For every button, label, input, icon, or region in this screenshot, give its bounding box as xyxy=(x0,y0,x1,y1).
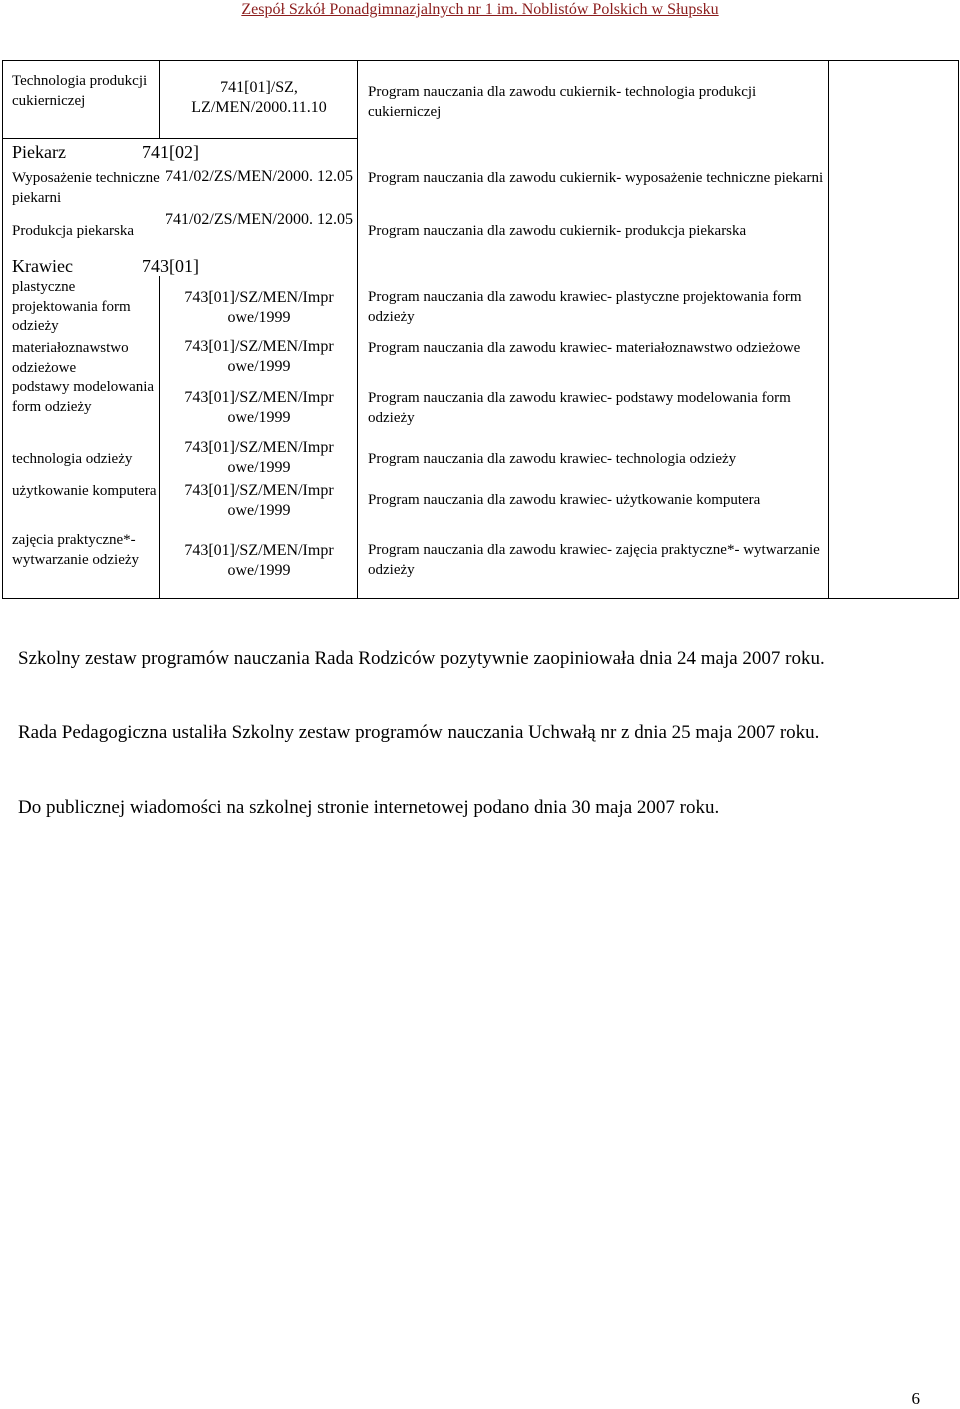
code-cell: 743[01]/SZ/MEN/Impr owe/1999 xyxy=(184,389,334,426)
program-cell: Program nauczania dla zawodu krawiec- plastyczne projektowania form odzieży xyxy=(368,289,802,325)
page-header: Zespół Szkół Ponadgimnazjalnych nr 1 im. Noblistów Polskich w Słupsku xyxy=(241,1,719,18)
subject-cell: zajęcia praktyczne*- wytwarzanie odzieży xyxy=(12,532,140,568)
code-cell: 741/02/ZS/MEN/2000. 12.05 xyxy=(164,211,353,228)
code-cell: 741/02/ZS/MEN/2000. 12.05 xyxy=(164,168,353,185)
subject-cell: Wyposażenie techniczne piekarni xyxy=(12,170,160,206)
row-divider xyxy=(2,138,357,139)
table-bottom-border xyxy=(2,598,958,599)
subject-cell: użytkowanie komputera xyxy=(12,483,157,499)
code-cell: 743[01]/SZ/MEN/Impr owe/1999 xyxy=(184,338,334,375)
col-divider-2 xyxy=(357,60,358,599)
table-left-border xyxy=(2,60,3,599)
col-divider-3 xyxy=(828,60,829,599)
paragraph-teachers-council: Rada Pedagogiczna ustaliła Szkolny zestaw programów nauczania Uchwałą nr z dnia 25 maja 2007 roku. xyxy=(18,722,820,743)
page-number: 6 xyxy=(911,1389,920,1408)
subject-cell: Produkcja piekarska xyxy=(12,223,135,239)
paragraph-parents-council: Szkolny zestaw programów nauczania Rada Rodziców pozytywnie zaopiniowała dnia 24 maja 2007 roku. xyxy=(18,648,825,669)
table-right-border xyxy=(958,60,959,599)
program-cell: Program nauczania dla zawodu krawiec- zajęcia praktyczne*- wytwarzanie odzieży xyxy=(368,542,820,578)
program-cell: Program nauczania dla zawodu cukiernik- technologia produkcji cukierniczej xyxy=(368,84,757,120)
subject-cell: plastyczne projektowania form odzieży xyxy=(12,279,131,334)
code-cell: 743[01]/SZ/MEN/Impr owe/1999 xyxy=(184,439,334,476)
program-cell: Program nauczania dla zawodu cukiernik- produkcja piekarska xyxy=(368,223,747,239)
subject-cell: Technologia produkcji cukierniczej xyxy=(12,73,148,109)
paragraph-publication: Do publicznej wiadomości na szkolnej stronie internetowej podano dnia 30 maja 2007 roku. xyxy=(18,797,720,818)
table-top-border xyxy=(2,60,958,61)
program-cell: Program nauczania dla zawodu krawiec- podstawy modelowania form odzieży xyxy=(368,390,791,426)
profession-name: Krawiec xyxy=(12,256,73,276)
code-cell: 743[01]/SZ/MEN/Impr owe/1999 xyxy=(184,289,334,326)
subject-cell: podstawy modelowania form odzieży xyxy=(12,379,155,415)
program-cell: Program nauczania dla zawodu krawiec- użytkowanie komputera xyxy=(368,492,761,508)
program-cell: Program nauczania dla zawodu krawiec- materiałoznawstwo odzieżowe xyxy=(368,340,801,356)
code-cell: 743[01]/SZ/MEN/Impr owe/1999 xyxy=(184,482,334,519)
subject-cell: technologia odzieży xyxy=(12,451,133,467)
code-cell: 741[01]/SZ, LZ/MEN/2000.11.10 xyxy=(191,79,327,116)
profession-name: Piekarz xyxy=(12,142,66,162)
code-cell: 743[01]/SZ/MEN/Impr owe/1999 xyxy=(184,542,334,579)
program-cell: Program nauczania dla zawodu cukiernik- wyposażenie techniczne piekarni xyxy=(368,170,824,186)
profession-code: 743[01] xyxy=(142,256,199,276)
program-cell: Program nauczania dla zawodu krawiec- technologia odzieży xyxy=(368,451,737,467)
profession-code: 741[02] xyxy=(142,142,199,162)
subject-cell: materiałoznawstwo odzieżowe xyxy=(12,340,129,376)
